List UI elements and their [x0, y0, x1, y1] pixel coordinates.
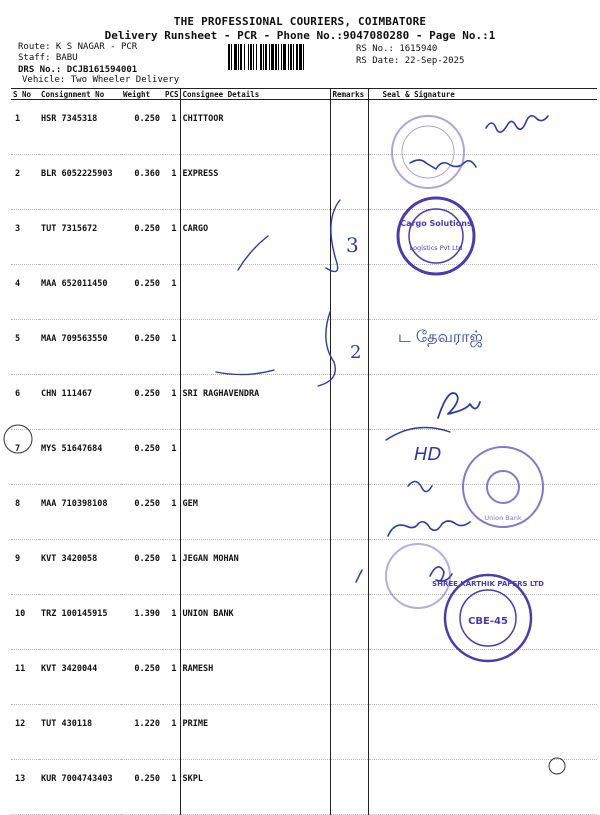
cell-signature — [368, 375, 597, 430]
cell-consignment: TUT 7315672 — [39, 210, 121, 265]
cell-remarks — [330, 210, 368, 265]
barcode-bar — [253, 44, 254, 70]
cell-pcs: 1 — [163, 595, 180, 650]
cell-weight: 0.250 — [121, 100, 163, 155]
cell-consignee — [180, 430, 330, 485]
cell-signature — [368, 540, 597, 595]
cell-signature — [368, 705, 597, 760]
cell-remarks — [330, 485, 368, 540]
barcode-bar — [231, 44, 232, 70]
cell-consignment: MAA 709563550 — [39, 320, 121, 375]
barcode-bar — [293, 44, 294, 70]
table-row — [11, 210, 597, 265]
cell-weight: 0.250 — [121, 485, 163, 540]
vehicle-label: Vehicle: Two Wheeler Delivery — [22, 75, 180, 85]
cell-signature — [368, 100, 597, 155]
cell-pcs: 1 — [163, 540, 180, 595]
barcode — [228, 44, 350, 70]
cell-consignment: HSR 7345318 — [39, 100, 121, 155]
barcode-bar — [265, 44, 267, 70]
cell-sno: 13 — [11, 760, 39, 815]
cell-remarks — [330, 705, 368, 760]
table-row — [11, 540, 597, 595]
barcode-bar — [299, 44, 302, 70]
barcode-bar — [281, 44, 282, 70]
cell-consignment: TUT 430118 — [39, 705, 121, 760]
cell-weight: 1.220 — [121, 705, 163, 760]
cell-weight: 0.250 — [121, 375, 163, 430]
table-header-row — [11, 89, 597, 100]
col-header-weight: Weight — [121, 89, 163, 100]
cell-pcs: 1 — [163, 265, 180, 320]
cell-sno: 4 — [11, 265, 39, 320]
staff-label: Staff: BABU — [18, 53, 78, 63]
cell-pcs: 1 — [163, 760, 180, 815]
cell-consignee — [180, 320, 330, 375]
cell-sno: 5 — [11, 320, 39, 375]
cell-consignee: RAMESH — [180, 650, 330, 705]
cell-consignment: CHN 111467 — [39, 375, 121, 430]
rs-number: RS No.: 1615940 — [356, 44, 438, 54]
cell-consignee: GEM — [180, 485, 330, 540]
barcode-bar — [271, 44, 274, 70]
barcode-bar — [244, 44, 245, 70]
cell-signature — [368, 265, 597, 320]
barcode-bar — [290, 44, 292, 70]
table-row — [11, 320, 597, 375]
cell-remarks — [330, 595, 368, 650]
cell-sno: 6 — [11, 375, 39, 430]
cell-consignment: KUR 7004743403 — [39, 760, 121, 815]
table-row — [11, 430, 597, 485]
cell-remarks — [330, 760, 368, 815]
barcode-bar — [256, 44, 257, 70]
barcode-bar — [263, 44, 264, 70]
cell-remarks — [330, 100, 368, 155]
cell-pcs: 1 — [163, 155, 180, 210]
barcode-bar — [275, 44, 277, 70]
col-header-consignee: Consignee Details — [180, 89, 330, 100]
barcode-bar — [260, 44, 262, 70]
cell-sno: 8 — [11, 485, 39, 540]
svg-text:CBE-45: CBE-45 — [468, 616, 508, 627]
cell-pcs: 1 — [163, 430, 180, 485]
barcode-bar — [296, 44, 298, 70]
cell-consignment: MAA 710398108 — [39, 485, 121, 540]
barcode-bar — [248, 44, 249, 70]
table-row — [11, 650, 597, 705]
cell-consignee: SKPL — [180, 760, 330, 815]
cell-sno: 3 — [11, 210, 39, 265]
cell-signature — [368, 210, 597, 265]
cell-weight: 0.250 — [121, 760, 163, 815]
col-header-pcs: PCS — [165, 89, 179, 99]
cell-consignee: EXPRESS — [180, 155, 330, 210]
cell-consignee: CARGO — [180, 210, 330, 265]
cell-pcs: 1 — [163, 375, 180, 430]
barcode-bar — [283, 44, 286, 70]
barcode-bar — [250, 44, 252, 70]
svg-text:Logistics Pvt Ltd: Logistics Pvt Ltd — [409, 244, 463, 252]
barcode-bar — [278, 44, 279, 70]
cell-consignment: MYS 51647684 — [39, 430, 121, 485]
barcode-bar — [238, 44, 239, 70]
svg-text:Union Bank: Union Bank — [484, 514, 522, 522]
cell-sno: 11 — [11, 650, 39, 705]
cell-consignment: MAA 652011450 — [39, 265, 121, 320]
cell-weight: 0.360 — [121, 155, 163, 210]
cell-pcs: 1 — [163, 650, 180, 705]
col-header-consignment: Consignment No — [39, 89, 121, 100]
row9-handwritten-remark: HD — [414, 444, 442, 465]
cell-signature — [368, 595, 597, 650]
cell-sno: 9 — [11, 540, 39, 595]
cell-consignment: KVT 3420058 — [39, 540, 121, 595]
cell-weight: 0.250 — [121, 320, 163, 375]
cell-pcs: 1 — [163, 705, 180, 760]
cell-weight: 0.250 — [121, 265, 163, 320]
cell-weight: 0.250 — [121, 540, 163, 595]
drs-number: DRS No.: DCJB161594001 — [18, 65, 138, 75]
barcode-bar — [228, 44, 230, 70]
row6-handwritten-remark: ட தேவராஜ் — [398, 327, 483, 346]
cell-sno: 2 — [11, 155, 39, 210]
col-header-remarks: Remarks — [330, 89, 368, 100]
table-row — [11, 595, 597, 650]
col-header-sno: S No — [11, 89, 39, 100]
rs-date: RS Date: 22-Sep-2025 — [356, 56, 465, 66]
runsheet-table — [11, 88, 597, 815]
cell-remarks — [330, 540, 368, 595]
barcode-bar — [234, 44, 237, 70]
cell-signature — [368, 650, 597, 705]
table-row — [11, 485, 597, 540]
cell-consignment: BLR 6052225903 — [39, 155, 121, 210]
cell-consignee: CHITTOOR — [180, 100, 330, 155]
cell-weight: 0.250 — [121, 210, 163, 265]
svg-text:Cargo Solutions: Cargo Solutions — [400, 219, 472, 228]
table-row — [11, 100, 597, 155]
cell-consignee: SRI RAGHAVENDRA — [180, 375, 330, 430]
cell-remarks — [330, 155, 368, 210]
cell-remarks — [330, 430, 368, 485]
cell-pcs: 1 — [163, 100, 180, 155]
cell-consignee: UNION BANK — [180, 595, 330, 650]
barcode-bar — [303, 44, 304, 70]
table-row — [11, 760, 597, 815]
cell-sno: 12 — [11, 705, 39, 760]
cell-remarks — [330, 265, 368, 320]
cell-remarks — [330, 375, 368, 430]
cell-consignee: JEGAN MOHAN — [180, 540, 330, 595]
table-row — [11, 265, 597, 320]
route-label: Route: K S NAGAR - PCR — [18, 42, 138, 52]
cell-signature — [368, 155, 597, 210]
row6-handwritten-mark: 2 — [350, 342, 362, 363]
cell-sno: 10 — [11, 595, 39, 650]
table-row — [11, 705, 597, 760]
cell-sno: 7 — [11, 430, 39, 485]
barcode-bar — [240, 44, 242, 70]
cell-weight: 0.250 — [121, 650, 163, 705]
cell-signature — [368, 320, 597, 375]
col-header-signature: Seal & Signature — [368, 89, 597, 100]
cell-remarks — [330, 320, 368, 375]
cell-consignee — [180, 265, 330, 320]
cell-pcs: 1 — [163, 210, 180, 265]
barcode-bar — [269, 44, 270, 70]
company-title: THE PROFESSIONAL COURIERS, COIMBATORE — [173, 15, 427, 28]
row3-handwritten-mark: 3 — [346, 233, 359, 257]
cell-signature — [368, 485, 597, 540]
cell-signature — [368, 430, 597, 485]
cell-consignment: KVT 3420044 — [39, 650, 121, 705]
table-row — [11, 155, 597, 210]
cell-pcs: 1 — [163, 320, 180, 375]
cell-weight: 1.390 — [121, 595, 163, 650]
cell-consignee: PRIME — [180, 705, 330, 760]
runsheet-subtitle: Delivery Runsheet - PCR - Phone No.:9047080280 - Page No.:1 — [104, 29, 496, 42]
cell-pcs: 1 — [163, 485, 180, 540]
cell-sno: 1 — [11, 100, 39, 155]
barcode-bar — [288, 44, 289, 70]
table-row — [11, 375, 597, 430]
svg-text:SHREE KARTHIK PAPERS LTD: SHREE KARTHIK PAPERS LTD — [432, 580, 544, 588]
cell-weight: 0.250 — [121, 430, 163, 485]
cell-signature — [368, 760, 597, 815]
cell-remarks — [330, 650, 368, 705]
cell-consignment: TRZ 100145915 — [39, 595, 121, 650]
